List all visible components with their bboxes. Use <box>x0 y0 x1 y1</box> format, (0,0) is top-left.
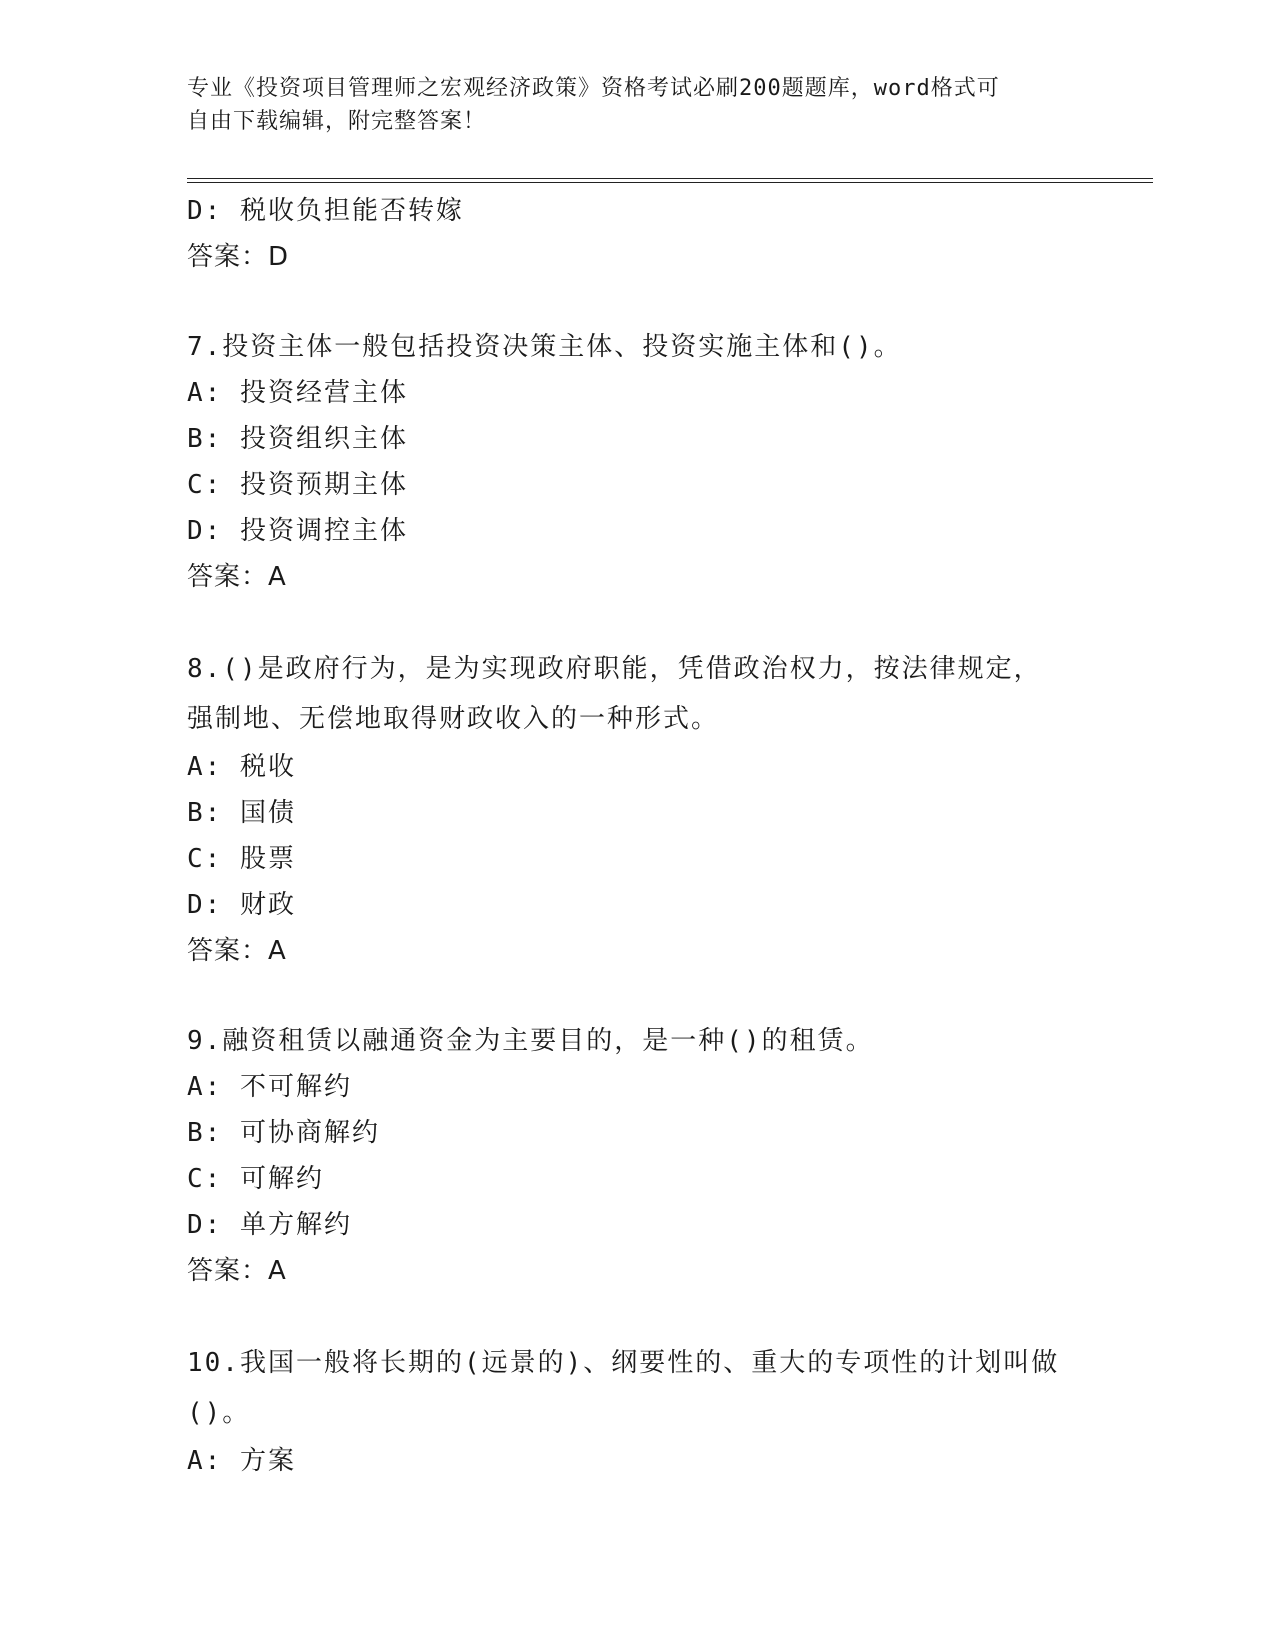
spacer <box>187 280 1087 324</box>
option-a: A: 税收 <box>187 752 296 782</box>
header-line-2: 自由下载编辑，附完整答案！ <box>187 109 487 134</box>
question-stem: 9.融资租赁以融通资金为主要目的，是一种()的租赁。 <box>187 1026 874 1056</box>
question-7 <box>187 324 1087 600</box>
answer-line: 答案：A <box>187 1256 287 1286</box>
spacer <box>187 1294 1087 1338</box>
question-8 <box>187 644 1087 974</box>
header-divider-top <box>187 178 1153 179</box>
option-b: B: 国债 <box>187 798 296 828</box>
question-9 <box>187 1018 1087 1294</box>
option-b: B: 投资组织主体 <box>187 424 408 454</box>
answer-line: 答案：D <box>187 242 290 272</box>
option-d: D: 税收负担能否转嫁 <box>187 196 464 226</box>
option-c: C: 股票 <box>187 844 296 874</box>
previous-question-tail <box>187 188 1087 280</box>
question-stem: 7.投资主体一般包括投资决策主体、投资实施主体和()。 <box>187 332 902 362</box>
option-d: D: 财政 <box>187 890 296 920</box>
option-c: C: 投资预期主体 <box>187 470 408 500</box>
answer-line: 答案：A <box>187 936 287 966</box>
option-d: D: 投资调控主体 <box>187 516 408 546</box>
option-a: A: 方案 <box>187 1446 296 1476</box>
spacer <box>187 974 1087 1018</box>
question-stem-line-2: 强制地、无偿地取得财政收入的一种形式。 <box>187 704 720 734</box>
question-stem-line-2: ()。 <box>187 1398 251 1428</box>
option-d: D: 单方解约 <box>187 1210 352 1240</box>
option-a: A: 投资经营主体 <box>187 378 408 408</box>
page-header <box>187 72 1067 138</box>
question-content <box>187 188 1087 1484</box>
question-10 <box>187 1338 1087 1484</box>
question-stem-line-1: 10.我国一般将长期的(远景的)、纲要性的、重大的专项性的计划叫做 <box>187 1348 1060 1378</box>
answer-line: 答案：A <box>187 562 287 592</box>
option-c: C: 可解约 <box>187 1164 324 1194</box>
header-line-1: 专业《投资项目管理师之宏观经济政策》资格考试必刷200题题库，word格式可 <box>187 76 1000 101</box>
header-divider-bottom <box>187 182 1153 183</box>
option-a: A: 不可解约 <box>187 1072 352 1102</box>
option-b: B: 可协商解约 <box>187 1118 380 1148</box>
question-stem-line-1: 8.()是政府行为，是为实现政府职能，凭借政治权力，按法律规定， <box>187 654 1042 684</box>
spacer <box>187 600 1087 644</box>
